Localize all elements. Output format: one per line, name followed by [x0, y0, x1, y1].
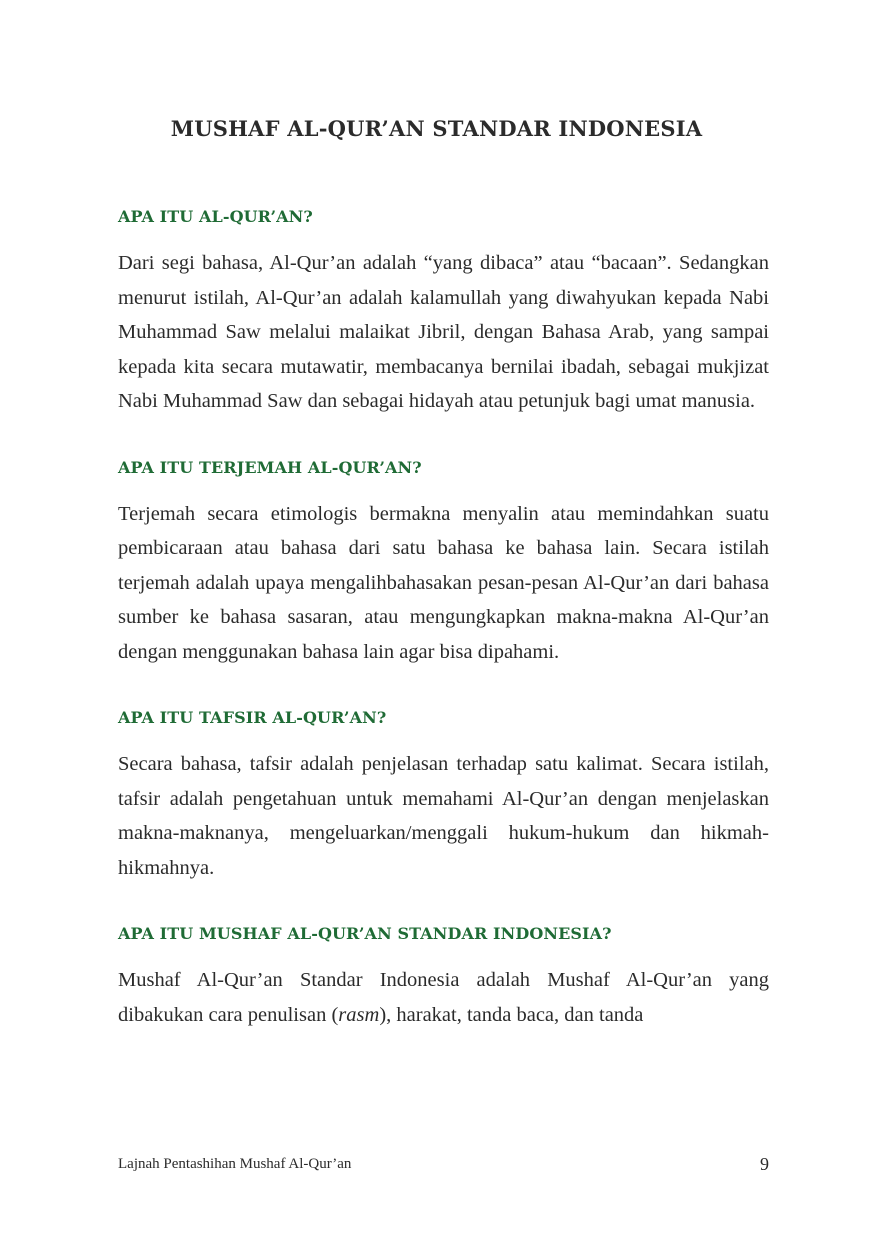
page-footer: [118, 1154, 769, 1178]
page-content: [118, 204, 769, 1068]
page-number: 9: [760, 1154, 769, 1174]
section-body: Terjemah secara etimologis bermakna menyalin atau memindahkan suatu pembicaraan atau bahasa dari satu bahasa ke bahasa lain. Secara istilah terjemah adalah upaya mengalihbahasakan pesan-pesan Al-Qur’an dari bahasa sumber ke bahasa sasaran, atau mengungkapkan makna-makna Al-Qur’an dengan menggunakan bahasa lain agar bisa dipahami.: [118, 502, 769, 663]
body-italic-term: rasm: [338, 1003, 380, 1026]
section-what-is-quran: [118, 204, 769, 419]
section-heading: APA ITU TERJEMAH AL-QUR’AN?: [118, 457, 422, 477]
section-what-is-tafsir: [118, 705, 769, 885]
section-what-is-translation: [118, 455, 769, 670]
section-body: Dari segi bahasa, Al-Qur’an adalah “yang dibaca” atau “bacaan”. Sedangkan menurut istilah, Al-Qur’an adalah kalamullah yang diwahyukan kepada Nabi Muhammad Saw melalui malaikat Jibril, dengan Bahasa Arab, yang sampai kepada kita secara mutawatir, membacanya bernilai ibadah, sebagai mukjizat Nabi Muhammad Saw dan sebagai hidayah atau petunjuk bagi umat manusia.: [118, 252, 769, 412]
section-body: Secara bahasa, tafsir adalah penjelasan terhadap satu kalimat. Secara istilah, tafsir adalah pengetahuan untuk memahami Al-Qur’an dengan menjelaskan makna-maknanya, mengeluarkan/menggali hukum-hukum dan hikmah-hikmahnya.: [118, 753, 769, 879]
section-what-is-standard-mushaf: [118, 921, 769, 1032]
section-heading: APA ITU MUSHAF AL-QUR’AN STANDAR INDONESIA?: [118, 924, 612, 943]
body-text-part: Mushaf Al-Qur’an Standar Indonesia adalah Mushaf Al-Qur’an yang dibakukan cara penulisan (: [118, 969, 769, 1026]
body-text-part: ), harakat, tanda baca, dan tanda: [379, 1003, 644, 1026]
page-title: MUSHAF AL-QUR’AN STANDAR INDONESIA: [170, 116, 703, 142]
footer-publisher: Lajnah Pentashihan Mushaf Al-Qur’an: [118, 1156, 352, 1172]
section-heading: APA ITU TAFSIR AL-QUR’AN?: [118, 708, 387, 727]
section-heading: APA ITU AL-QUR’AN?: [118, 207, 313, 226]
section-body: [118, 963, 769, 1032]
